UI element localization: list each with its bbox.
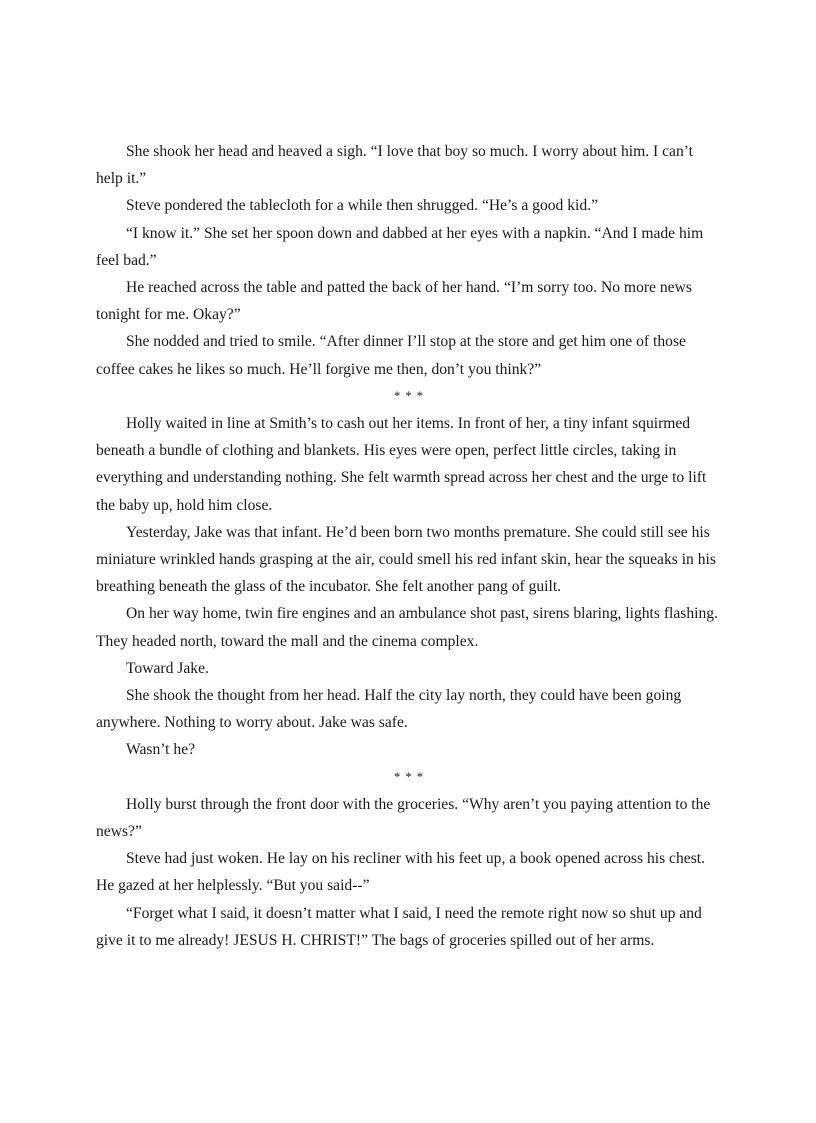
story-text (96, 138, 722, 954)
paragraph: He reached across the table and patted the back of her hand. “I’m sorry too. No more news tonight for me. Okay?” (96, 279, 692, 324)
paragraph: Wasn’t he? (126, 741, 196, 759)
paragraph: On her way home, twin fire engines and an ambulance shot past, sirens blaring, lights flashing. They headed north, toward the mall and the cinema complex. (96, 605, 718, 650)
paragraph: Yesterday, Jake was that infant. He’d been born two months premature. She could still see his miniature wrinkled hands grasping at the air, could smell his red infant skin, hear the squeaks in his breathing beneath the glass of the incubator. She felt another pang of guilt. (96, 523, 716, 596)
scene-break: * * * (394, 388, 424, 403)
paragraph: Toward Jake. (126, 659, 209, 677)
paragraph: Steve pondered the tablecloth for a while then shrugged. “He’s a good kid.” (126, 197, 598, 215)
paragraph: Holly burst through the front door with the groceries. “Why aren’t you paying attention to the news?” (96, 795, 711, 841)
scene-break: * * * (394, 769, 424, 784)
paragraph: She nodded and tried to smile. “After dinner I’ll stop at the store and get him one of those coffee cakes he likes so much. He’ll forgive me then, don’t you think?” (96, 333, 686, 378)
paragraph: “I know it.” She set her spoon down and dabbed at her eyes with a napkin. “And I made him feel bad.” (96, 224, 704, 269)
paragraph: She shook her head and heaved a sigh. “I love that boy so much. I worry about him. I can’t help it.” (96, 143, 694, 188)
paragraph: She shook the thought from her head. Half the city lay north, they could have been going anywhere. Nothing to worry about. Jake was safe. (96, 687, 682, 732)
paragraph: Holly waited in line at Smith’s to cash out her items. In front of her, a tiny infant squirmed beneath a bundle of clothing and blankets. His eyes were open, perfect little circles, taking in everything and understanding nothing. She felt warmth spread across her chest and the urge to lift the baby up, hold him close. (96, 415, 707, 514)
paragraph: Steve had just woken. He lay on his recliner with his feet up, a book opened across his chest. He gazed at her helplessly. “But you said--” (96, 850, 705, 895)
paragraph: “Forget what I said, it doesn’t matter what I said, I need the remote right now so shut up and give it to me already! JESUS H. CHRIST!” The bags of groceries spilled out of her arms. (96, 904, 702, 949)
